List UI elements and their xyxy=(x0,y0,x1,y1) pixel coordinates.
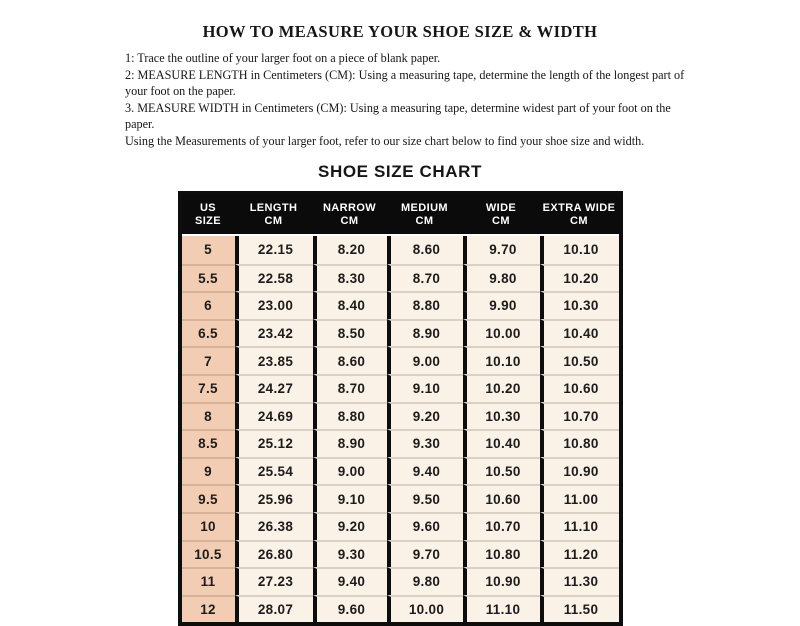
measurement-cell: 10.20 xyxy=(463,374,540,402)
measurement-cell: 8.20 xyxy=(313,236,387,264)
table-row xyxy=(182,402,619,430)
measurement-cell: 8.40 xyxy=(313,291,387,319)
table-row xyxy=(182,540,619,568)
measurement-cell: 10.10 xyxy=(540,236,619,264)
table-row xyxy=(182,429,619,457)
measurement-cell: 9.40 xyxy=(387,457,463,485)
us-size-cell: 10.5 xyxy=(182,540,235,568)
measurement-cell: 9.90 xyxy=(463,291,540,319)
measurement-cell: 10.90 xyxy=(463,567,540,595)
measurement-cell: 10.00 xyxy=(387,595,463,623)
measurement-cell: 8.70 xyxy=(387,264,463,292)
measurement-cell: 8.50 xyxy=(313,319,387,347)
measurement-cell: 9.30 xyxy=(387,429,463,457)
size-table xyxy=(182,195,619,622)
us-size-cell: 10 xyxy=(182,512,235,540)
measurement-cell: 24.27 xyxy=(235,374,313,402)
measurement-cell: 10.30 xyxy=(463,402,540,430)
measurement-cell: 25.96 xyxy=(235,484,313,512)
measurement-cell: 9.70 xyxy=(463,236,540,264)
measurement-cell: 26.38 xyxy=(235,512,313,540)
measurement-cell: 8.90 xyxy=(387,319,463,347)
column-header: MEDIUM CM xyxy=(387,195,463,236)
measurement-cell: 10.50 xyxy=(540,346,619,374)
column-header: LENGTH CM xyxy=(235,195,313,236)
measurement-cell: 11.00 xyxy=(540,484,619,512)
measurement-cell: 10.60 xyxy=(540,374,619,402)
size-table-body xyxy=(182,236,619,622)
table-row xyxy=(182,291,619,319)
instruction-line: Using the Measurements of your larger foot, refer to our size chart below to find your shoe size and width. xyxy=(125,134,645,148)
measurement-cell: 9.50 xyxy=(387,484,463,512)
measurement-cell: 8.70 xyxy=(313,374,387,402)
us-size-cell: 9.5 xyxy=(182,484,235,512)
shoe-size-guide-page xyxy=(0,22,800,622)
measurement-cell: 23.85 xyxy=(235,346,313,374)
measurement-cell: 22.15 xyxy=(235,236,313,264)
column-header: NARROW CM xyxy=(313,195,387,236)
measurement-cell: 25.12 xyxy=(235,429,313,457)
measurement-cell: 24.69 xyxy=(235,402,313,430)
column-header: US SIZE xyxy=(182,195,235,236)
measurement-cell: 9.80 xyxy=(387,567,463,595)
table-row xyxy=(182,236,619,264)
table-row xyxy=(182,457,619,485)
measurement-cell: 10.20 xyxy=(540,264,619,292)
measurement-cell: 28.07 xyxy=(235,595,313,623)
measurement-cell: 10.70 xyxy=(463,512,540,540)
measurement-cell: 9.20 xyxy=(313,512,387,540)
table-row xyxy=(182,346,619,374)
us-size-cell: 6.5 xyxy=(182,319,235,347)
us-size-cell: 8 xyxy=(182,402,235,430)
measurement-cell: 10.90 xyxy=(540,457,619,485)
measurement-cell: 25.54 xyxy=(235,457,313,485)
table-row xyxy=(182,319,619,347)
size-chart-table xyxy=(178,191,623,626)
table-row xyxy=(182,512,619,540)
measurement-cell: 9.00 xyxy=(313,457,387,485)
measurement-cell: 8.80 xyxy=(387,291,463,319)
measurement-cell: 10.00 xyxy=(463,319,540,347)
measurement-cell: 9.00 xyxy=(387,346,463,374)
us-size-cell: 7 xyxy=(182,346,235,374)
us-size-cell: 8.5 xyxy=(182,429,235,457)
table-row xyxy=(182,264,619,292)
measurement-cell: 11.50 xyxy=(540,595,619,623)
chart-title: SHOE SIZE CHART xyxy=(318,162,482,181)
table-row xyxy=(182,567,619,595)
measurement-cell: 10.60 xyxy=(463,484,540,512)
measurement-cell: 8.60 xyxy=(387,236,463,264)
measurement-cell: 11.10 xyxy=(540,512,619,540)
instructions-block xyxy=(125,50,687,149)
instruction-line: 2: MEASURE LENGTH in Centimeters (CM): Using a measuring tape, determine the length of the longest part of your foot on the paper. xyxy=(125,68,685,98)
us-size-cell: 11 xyxy=(182,567,235,595)
measurement-cell: 10.70 xyxy=(540,402,619,430)
measurement-cell: 27.23 xyxy=(235,567,313,595)
measurement-cell: 9.80 xyxy=(463,264,540,292)
us-size-cell: 9 xyxy=(182,457,235,485)
measurement-cell: 8.60 xyxy=(313,346,387,374)
us-size-cell: 5 xyxy=(182,236,235,264)
us-size-cell: 6 xyxy=(182,291,235,319)
measurement-cell: 22.58 xyxy=(235,264,313,292)
column-header: EXTRA WIDE CM xyxy=(540,195,619,236)
measurement-cell: 9.40 xyxy=(313,567,387,595)
table-row xyxy=(182,484,619,512)
measurement-cell: 9.60 xyxy=(313,595,387,623)
measurement-cell: 10.50 xyxy=(463,457,540,485)
measurement-cell: 26.80 xyxy=(235,540,313,568)
measurement-cell: 10.40 xyxy=(540,319,619,347)
table-row xyxy=(182,374,619,402)
measurement-cell: 9.10 xyxy=(313,484,387,512)
measurement-cell: 10.80 xyxy=(540,429,619,457)
measurement-cell: 9.10 xyxy=(387,374,463,402)
measurement-cell: 10.30 xyxy=(540,291,619,319)
measurement-cell: 9.60 xyxy=(387,512,463,540)
measurement-cell: 9.30 xyxy=(313,540,387,568)
measurement-cell: 9.70 xyxy=(387,540,463,568)
instruction-line: 1: Trace the outline of your larger foot on a piece of blank paper. xyxy=(125,51,441,65)
instruction-line: 3. MEASURE WIDTH in Centimeters (CM): Using a measuring tape, determine widest part of your foot on the paper. xyxy=(125,101,671,131)
measurement-cell: 9.20 xyxy=(387,402,463,430)
measurement-cell: 8.30 xyxy=(313,264,387,292)
page-title: HOW TO MEASURE YOUR SHOE SIZE & WIDTH xyxy=(202,22,598,41)
us-size-cell: 5.5 xyxy=(182,264,235,292)
measurement-cell: 8.80 xyxy=(313,402,387,430)
measurement-cell: 23.00 xyxy=(235,291,313,319)
measurement-cell: 8.90 xyxy=(313,429,387,457)
measurement-cell: 11.30 xyxy=(540,567,619,595)
measurement-cell: 10.10 xyxy=(463,346,540,374)
measurement-cell: 10.40 xyxy=(463,429,540,457)
measurement-cell: 10.80 xyxy=(463,540,540,568)
measurement-cell: 11.20 xyxy=(540,540,619,568)
table-header-row xyxy=(182,195,619,236)
measurement-cell: 23.42 xyxy=(235,319,313,347)
measurement-cell: 11.10 xyxy=(463,595,540,623)
us-size-cell: 12 xyxy=(182,595,235,623)
column-header: WIDE CM xyxy=(463,195,540,236)
us-size-cell: 7.5 xyxy=(182,374,235,402)
table-row xyxy=(182,595,619,623)
